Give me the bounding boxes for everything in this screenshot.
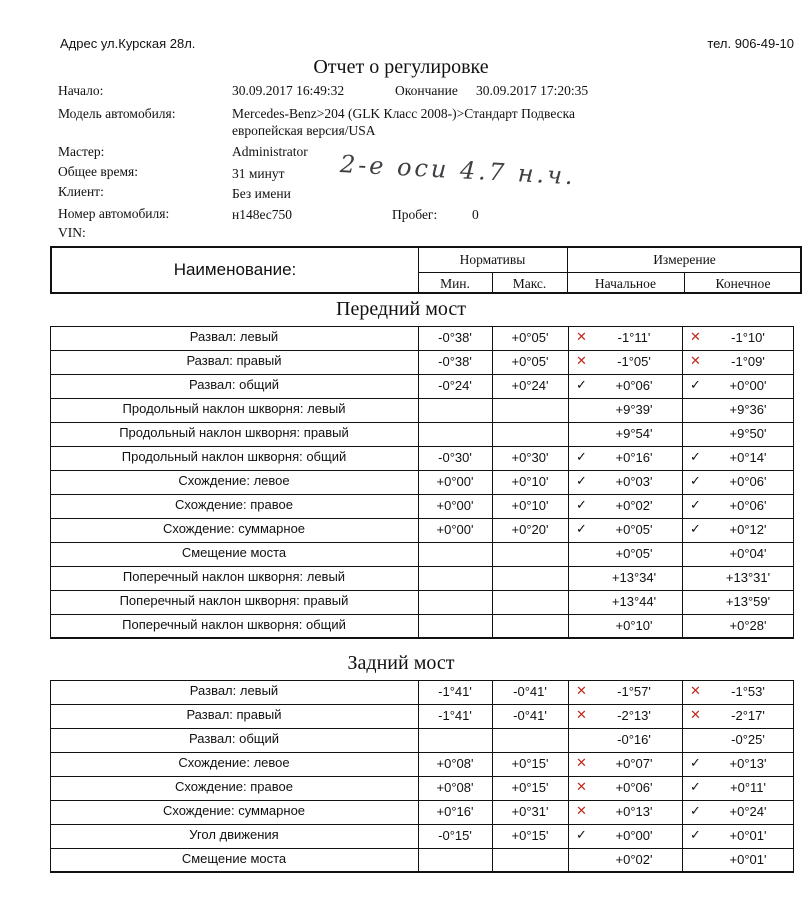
client-label: Клиент: (58, 184, 104, 199)
rear-axle-table (50, 680, 794, 872)
check-icon: ✓ (690, 449, 701, 464)
front-axle-table (50, 326, 794, 638)
initial-value: +0°02' (615, 498, 653, 513)
initial-value: -2°13' (617, 708, 651, 723)
parameter-name: Развал: правый (186, 353, 282, 368)
check-icon: ✓ (576, 449, 587, 464)
norm-max: +0°10' (511, 498, 549, 513)
end-value: 30.09.2017 17:20:35 (476, 83, 589, 98)
initial-value: +0°00' (615, 828, 653, 843)
plate-label: Номер автомобиля: (58, 206, 170, 221)
check-icon: ✓ (690, 803, 701, 818)
norm-min: +0°00' (436, 522, 474, 537)
norm-max: +0°10' (511, 474, 549, 489)
final-value: -0°25' (731, 732, 765, 747)
initial-value: +0°05' (615, 522, 653, 537)
initial-value: -1°05' (617, 354, 651, 369)
norm-min: -0°38' (438, 330, 472, 345)
table-row (50, 446, 794, 471)
final-value: +0°00' (729, 378, 767, 393)
check-icon: ✓ (576, 497, 587, 512)
norm-max: +0°15' (511, 780, 549, 795)
table-row (50, 590, 794, 615)
table-row (50, 614, 794, 639)
final-value: -2°17' (731, 708, 765, 723)
norm-max: +0°24' (511, 378, 549, 393)
final-value: +0°28' (729, 618, 767, 633)
parameter-name: Развал: левый (189, 683, 279, 698)
check-icon: ✓ (690, 779, 701, 794)
final-value: -1°09' (731, 354, 765, 369)
table-row (50, 728, 794, 753)
cross-icon: ✕ (576, 779, 587, 794)
parameter-name: Схождение: левое (178, 755, 290, 770)
initial-value: -1°11' (617, 330, 651, 345)
parameter-name: Развал: общий (189, 731, 279, 746)
table-header (50, 246, 802, 294)
norm-max: +0°30' (511, 450, 549, 465)
client-value: Без имени (232, 186, 291, 201)
norm-min: +0°00' (436, 474, 474, 489)
table-row (50, 422, 794, 447)
table-row (50, 398, 794, 423)
cross-icon: ✕ (576, 707, 587, 722)
document-title: Отчет о регулировке (313, 56, 489, 78)
norm-max: +0°31' (511, 804, 549, 819)
header-min: Мин. (440, 276, 470, 291)
norm-min: -1°41' (438, 684, 472, 699)
mileage-value: 0 (472, 207, 479, 222)
table-row (50, 326, 794, 351)
norm-min: +0°16' (436, 804, 474, 819)
final-value: +0°13' (729, 756, 767, 771)
final-value: +0°14' (729, 450, 767, 465)
parameter-name: Схождение: правое (175, 497, 293, 512)
cross-icon: ✕ (576, 803, 587, 818)
start-label: Начало: (58, 83, 104, 98)
cross-icon: ✕ (690, 683, 701, 698)
final-value: +0°04' (729, 546, 767, 561)
final-value: +13°59' (725, 594, 771, 609)
table-row (50, 704, 794, 729)
norm-min: +0°08' (436, 780, 474, 795)
check-icon: ✓ (576, 473, 587, 488)
model-label: Модель автомобиля: (58, 106, 176, 121)
model-value-line2: европейская версия/USA (232, 123, 376, 138)
final-value: +0°12' (729, 522, 767, 537)
table-row (50, 374, 794, 399)
parameter-name: Развал: общий (189, 377, 279, 392)
norm-min: -0°24' (438, 378, 472, 393)
initial-value: +0°10' (615, 618, 653, 633)
initial-value: +0°06' (615, 780, 653, 795)
parameter-name: Поперечный наклон шкворня: левый (122, 569, 346, 584)
parameter-name: Угол движения (189, 827, 279, 842)
norm-max: -0°41' (513, 684, 547, 699)
table-row (50, 824, 794, 849)
start-value: 30.09.2017 16:49:32 (232, 83, 345, 98)
parameter-name: Смещение моста (181, 851, 287, 866)
header-name: Наименование: (173, 260, 297, 279)
header-max: Макс. (512, 276, 547, 291)
check-icon: ✓ (576, 377, 587, 392)
initial-value: +0°07' (615, 756, 653, 771)
check-icon: ✓ (690, 377, 701, 392)
initial-value: +0°02' (615, 852, 653, 867)
norm-min: +0°08' (436, 756, 474, 771)
table-row (50, 470, 794, 495)
parameter-name: Смещение моста (181, 545, 287, 560)
final-value: +9°50' (729, 426, 767, 441)
model-value-line1: Mercedes-Benz>204 (GLK Класс 2008-)>Стандарт Подвеска (232, 106, 576, 121)
cross-icon: ✕ (576, 353, 587, 368)
norm-min: +0°00' (436, 498, 474, 513)
norm-max: +0°20' (511, 522, 549, 537)
front-axle-title: Передний мост (336, 298, 466, 320)
address: Адрес ул.Курская 28л. (60, 36, 196, 51)
initial-value: +13°34' (611, 570, 657, 585)
table-row (50, 566, 794, 591)
table-row (50, 776, 794, 801)
table-row (50, 542, 794, 567)
header-initial: Начальное (594, 276, 657, 291)
norm-min: -0°30' (438, 450, 472, 465)
parameter-name: Развал: левый (189, 329, 279, 344)
table-row (50, 518, 794, 543)
final-value: +0°24' (729, 804, 767, 819)
initial-value: +9°54' (615, 426, 653, 441)
norm-max: +0°05' (511, 330, 549, 345)
final-value: +0°01' (729, 828, 767, 843)
vin-label: VIN: (58, 225, 86, 240)
handwritten-note: 2-е оси 4.7 н.ч. (339, 150, 577, 191)
end-label: Окончание (395, 83, 458, 98)
check-icon: ✓ (690, 473, 701, 488)
initial-value: +9°39' (615, 402, 653, 417)
cross-icon: ✕ (576, 755, 587, 770)
final-value: -1°10' (731, 330, 765, 345)
initial-value: +0°03' (615, 474, 653, 489)
final-value: +0°11' (730, 780, 766, 795)
plate-value: н148ес750 (232, 207, 293, 222)
phone: тел. 906-49-10 (707, 36, 794, 51)
initial-value: +0°05' (615, 546, 653, 561)
norm-min: -0°15' (438, 828, 472, 843)
final-value: +0°06' (729, 498, 767, 513)
final-value: +0°01' (729, 852, 767, 867)
parameter-name: Схождение: левое (178, 473, 290, 488)
parameter-name: Поперечный наклон шкворня: общий (122, 617, 346, 632)
final-value: +13°31' (725, 570, 771, 585)
parameter-name: Схождение: суммарное (162, 521, 306, 536)
header-final: Конечное (715, 276, 771, 291)
parameter-name: Продольный наклон шкворня: правый (119, 425, 349, 440)
total-time-label: Общее время: (58, 164, 138, 179)
parameter-name: Схождение: суммарное (162, 803, 306, 818)
norm-max: +0°15' (511, 756, 549, 771)
total-time-value: 31 минут (232, 166, 285, 181)
table-row (50, 848, 794, 873)
table-row (50, 752, 794, 777)
initial-value: +0°13' (615, 804, 653, 819)
norm-max: +0°05' (511, 354, 549, 369)
header-norms: Нормативы (459, 252, 526, 267)
check-icon: ✓ (576, 827, 587, 842)
cross-icon: ✕ (576, 683, 587, 698)
master-label: Мастер: (58, 144, 105, 159)
initial-value: -1°57' (617, 684, 651, 699)
norm-min: -1°41' (438, 708, 472, 723)
table-row (50, 800, 794, 825)
cross-icon: ✕ (690, 329, 701, 344)
table-row (50, 350, 794, 375)
check-icon: ✓ (690, 497, 701, 512)
table-row (50, 680, 794, 705)
final-value: +0°06' (729, 474, 767, 489)
parameter-name: Поперечный наклон шкворня: правый (119, 593, 349, 608)
initial-value: +0°06' (615, 378, 653, 393)
master-value: Administrator (232, 144, 308, 159)
norm-max: -0°41' (513, 708, 547, 723)
check-icon: ✓ (690, 755, 701, 770)
norm-min: -0°38' (438, 354, 472, 369)
cross-icon: ✕ (690, 353, 701, 368)
check-icon: ✓ (576, 521, 587, 536)
cross-icon: ✕ (690, 707, 701, 722)
parameter-name: Продольный наклон шкворня: левый (122, 401, 346, 416)
initial-value: -0°16' (617, 732, 651, 747)
parameter-name: Схождение: правое (175, 779, 293, 794)
mileage-label: Пробег: (392, 207, 438, 222)
header-measure: Измерение (653, 252, 716, 267)
check-icon: ✓ (690, 521, 701, 536)
initial-value: +0°16' (615, 450, 653, 465)
parameter-name: Продольный наклон шкворня: общий (121, 449, 347, 464)
norm-max: +0°15' (511, 828, 549, 843)
table-row (50, 494, 794, 519)
initial-value: +13°44' (611, 594, 657, 609)
final-value: -1°53' (731, 684, 765, 699)
rear-axle-title: Задний мост (347, 652, 455, 674)
parameter-name: Развал: правый (186, 707, 282, 722)
check-icon: ✓ (690, 827, 701, 842)
cross-icon: ✕ (576, 329, 587, 344)
final-value: +9°36' (729, 402, 767, 417)
